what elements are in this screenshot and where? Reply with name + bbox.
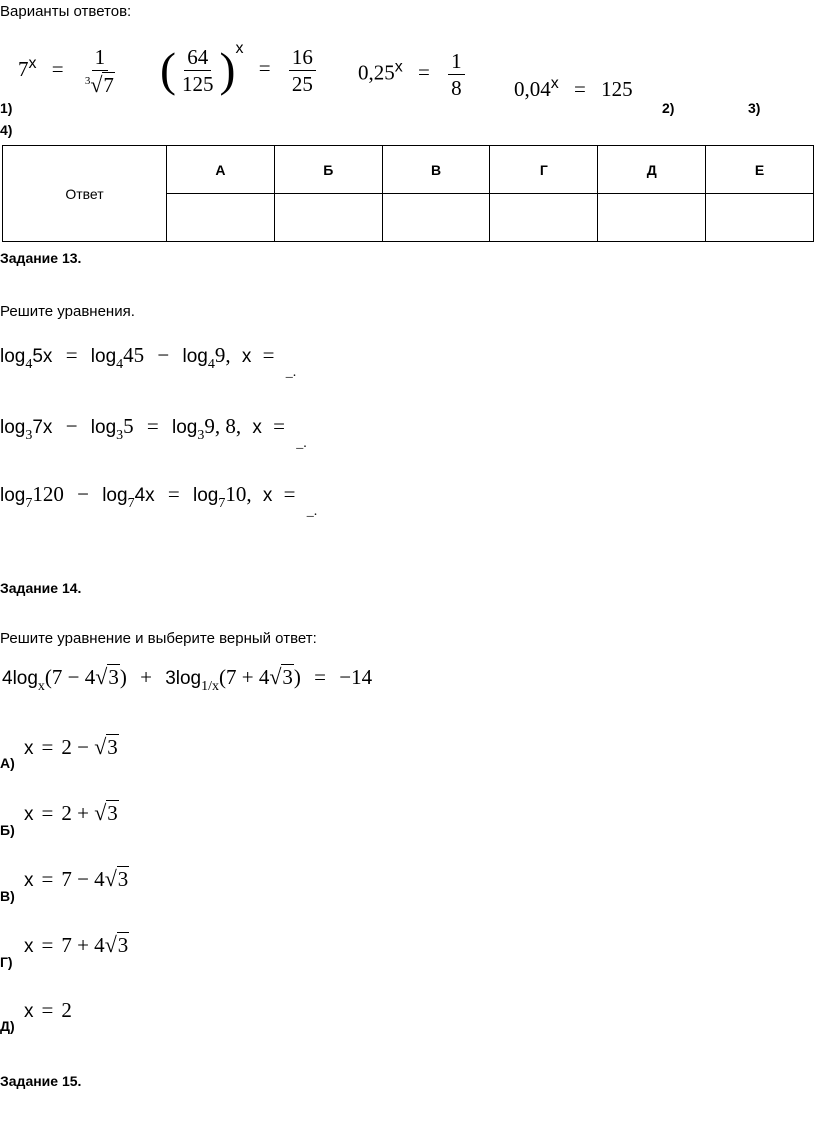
paren-close: ): [293, 665, 301, 689]
choice-expr-b: [24, 800, 119, 826]
operator: −: [77, 482, 89, 506]
eq3-fraction: [448, 50, 465, 99]
answer-row-label: Ответ: [3, 146, 167, 242]
choice-expr-v: [24, 866, 129, 892]
radical-icon: √: [104, 932, 117, 957]
eq1-equals: =: [51, 56, 64, 81]
answer-col-header: Е: [706, 146, 814, 194]
radical-icon: √: [94, 734, 107, 759]
radicand: 3: [107, 801, 118, 825]
operator: =: [146, 414, 159, 438]
answer-col-header: В: [382, 146, 490, 194]
log-token: log: [182, 346, 208, 367]
log-token: log: [90, 346, 117, 367]
option-eq-3: [358, 50, 468, 99]
eq1-num: 1: [92, 46, 109, 71]
eq1-root-index: 3: [84, 75, 91, 88]
log-arg: 5: [123, 414, 134, 438]
variable-x: x: [24, 804, 34, 825]
log-base: 3: [197, 428, 205, 443]
answer-col-header: Б: [274, 146, 382, 194]
eq3-num: 1: [448, 50, 465, 75]
answer-table: [2, 145, 814, 242]
choice-expr-g: [24, 932, 129, 958]
answer-cell[interactable]: [167, 194, 275, 242]
radicand: 3: [282, 665, 293, 689]
eq2-rnum: 16: [289, 46, 316, 71]
eq4-exp: x: [550, 75, 559, 92]
operator: =: [167, 482, 180, 506]
equals: =: [41, 801, 54, 825]
task14-title: Задание 14.: [0, 580, 82, 596]
answer-blank[interactable]: _.: [285, 365, 297, 380]
answer-col-header: Д: [598, 146, 706, 194]
eq3-equals: =: [418, 60, 430, 85]
coef-log-2: 3log: [165, 668, 202, 689]
right-paren-icon: ): [219, 43, 236, 97]
variable-x: x: [24, 870, 34, 891]
choice-value: 2 −: [61, 735, 89, 759]
log-base: 4: [116, 357, 124, 372]
task13-title: Задание 13.: [0, 250, 82, 266]
task13-equation-1: [0, 343, 296, 381]
operator: +: [140, 665, 152, 689]
choice-label-b[interactable]: Б): [0, 822, 15, 838]
choice-value: 2 +: [61, 801, 89, 825]
log-base: 7: [218, 496, 226, 511]
log-base: x: [37, 679, 45, 694]
log-base: 4: [25, 357, 33, 372]
radical-icon: √: [90, 72, 103, 98]
eq3-exp: x: [394, 58, 403, 76]
task13-equation-2: [0, 414, 307, 452]
eq4-equals: =: [574, 77, 586, 101]
rhs: −14: [339, 665, 373, 689]
variable-x: x: [262, 485, 273, 506]
log-base: 7: [25, 496, 33, 511]
answer-blank[interactable]: _.: [296, 436, 307, 451]
log-token: log: [0, 346, 26, 367]
equals: =: [273, 414, 285, 438]
option-label-2: 2): [662, 100, 675, 116]
answer-cell[interactable]: [274, 194, 382, 242]
equals: =: [41, 735, 54, 759]
log-arg: 4x: [134, 485, 155, 506]
log-base: 7: [127, 496, 135, 511]
choice-value: 7 − 4: [61, 867, 105, 891]
eq2-rhs-fraction: [289, 46, 316, 95]
log-arg: 9, 8,: [204, 414, 242, 438]
log-arg: 7x: [32, 417, 53, 438]
paren-close: ): [119, 665, 127, 689]
eq3-den: 8: [451, 76, 462, 101]
log-base: 4: [207, 357, 215, 372]
radicand: 3: [117, 933, 129, 957]
answer-cell[interactable]: [382, 194, 490, 242]
choice-value: 2: [61, 998, 72, 1022]
variable-x: x: [24, 936, 34, 957]
radical-icon: √: [94, 800, 107, 825]
equals: =: [41, 998, 54, 1022]
log-base: 1/x: [201, 679, 219, 694]
eq2-num: 64: [184, 46, 211, 71]
log-arg: 9,: [214, 343, 231, 367]
option-label-1: 1): [0, 100, 13, 116]
answer-blank[interactable]: _.: [306, 504, 318, 519]
eq2-den: 125: [181, 71, 214, 96]
operator: −: [157, 343, 170, 367]
eq4-rhs: 125: [601, 77, 633, 101]
radicand: 3: [108, 665, 119, 689]
radical-icon: √: [95, 664, 108, 689]
choice-expr-a: [24, 734, 119, 760]
log-base: 3: [116, 428, 124, 443]
choice-expr-d: [24, 998, 72, 1023]
log-token: log: [192, 485, 219, 506]
choice-label-a[interactable]: А): [0, 755, 15, 771]
equals: =: [283, 482, 296, 506]
equals: =: [41, 933, 54, 957]
answer-cell[interactable]: [706, 194, 814, 242]
equals: =: [262, 343, 275, 367]
choice-value: 7 + 4: [61, 933, 105, 957]
eq2-fraction: [179, 46, 217, 95]
variants-heading: Варианты ответов:: [0, 3, 132, 20]
log-arg: 10,: [225, 482, 252, 506]
log-arg: 5x: [32, 346, 53, 367]
log-arg: (7 + 4: [219, 665, 270, 689]
log-token: log: [171, 417, 198, 438]
operator: =: [65, 343, 78, 367]
log-token: log: [90, 417, 117, 438]
log-base: 3: [25, 428, 33, 443]
equals: =: [41, 867, 54, 891]
answer-col-header: Г: [490, 146, 598, 194]
eq2-exp: x: [235, 40, 244, 57]
radical-icon: √: [104, 866, 117, 891]
answer-cell[interactable]: [598, 194, 706, 242]
log-arg: (7 − 4: [44, 665, 96, 689]
task14-equation: [2, 664, 372, 695]
choice-label-g[interactable]: Г): [0, 954, 13, 970]
variable-x: x: [24, 738, 34, 759]
task14-instruction: Решите уравнение и выберите верный ответ:: [0, 630, 317, 647]
eq4-base: 0,04: [514, 77, 551, 101]
eq1-base: 7: [18, 56, 29, 81]
option-eq-1: [18, 46, 121, 96]
eq1-den: [82, 71, 118, 96]
left-paren-icon: (: [160, 43, 176, 97]
task13-equation-3: [0, 482, 317, 520]
task13-instruction: Решите уравнения.: [0, 303, 135, 320]
task15-title: Задание 15.: [0, 1073, 82, 1089]
operator: −: [65, 414, 78, 438]
option-eq-2: [160, 40, 319, 98]
variable-x: x: [24, 1001, 34, 1022]
eq1-exp: x: [28, 54, 37, 72]
answer-col-header: А: [167, 146, 275, 194]
log-token: log: [0, 485, 26, 506]
log-token: log: [102, 485, 128, 506]
coef-log-1: 4log: [2, 668, 38, 689]
equals: =: [314, 665, 327, 689]
radical-icon: √: [269, 664, 282, 689]
choice-label-d[interactable]: Д): [0, 1018, 15, 1034]
choice-label-v[interactable]: В): [0, 888, 15, 904]
eq1-radicand: 7: [103, 73, 114, 98]
eq1-fraction: [82, 46, 118, 96]
radicand: 3: [107, 735, 118, 759]
log-arg: 45: [123, 343, 145, 367]
radicand: 3: [117, 867, 129, 891]
answer-cell[interactable]: [490, 194, 598, 242]
log-token: log: [0, 417, 26, 438]
option-label-3: 3): [748, 100, 761, 116]
variable-x: x: [241, 346, 252, 367]
option-eq-4: [514, 75, 633, 102]
option-label-4: 4): [0, 122, 13, 138]
eq2-equals: =: [258, 56, 271, 80]
eq2-rden: 25: [291, 71, 313, 96]
variable-x: x: [252, 417, 262, 438]
eq3-base: 0,25: [358, 60, 395, 85]
log-arg: 120: [32, 482, 64, 506]
